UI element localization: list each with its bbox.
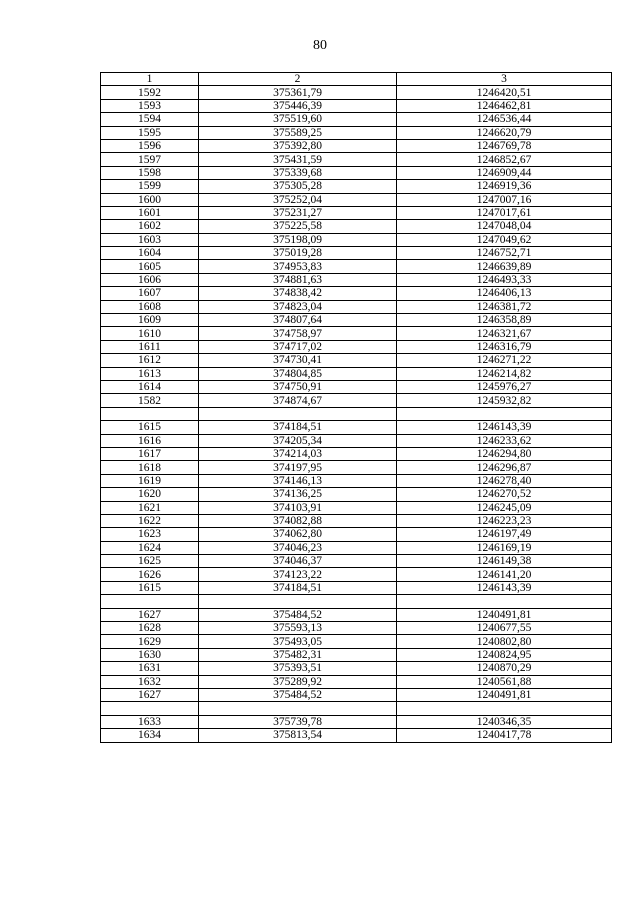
cell-point: 1599 [101,180,199,193]
cell-point: 1619 [101,474,199,487]
cell-x: 374804,85 [199,367,397,380]
cell-y: 1246919,36 [397,180,612,193]
cell-point: 1615 [101,581,199,594]
cell-y: 1245932,82 [397,394,612,407]
cell-y: 1246294,80 [397,447,612,460]
table-row [101,461,612,474]
cell-point: 1628 [101,622,199,635]
cell-point: 1623 [101,528,199,541]
table-row [101,260,612,273]
cell-y: 1246271,22 [397,354,612,367]
cell-y: 1247049,62 [397,233,612,246]
cell-point: 1618 [101,461,199,474]
cell-point: 1629 [101,635,199,648]
cell-point: 1613 [101,367,199,380]
table-row [101,474,612,487]
cell-point: 1582 [101,394,199,407]
cell-point: 1605 [101,260,199,273]
table-row [101,715,612,728]
cell-y: 1246536,44 [397,113,612,126]
cell-x: 375431,59 [199,153,397,166]
cell-point: 1597 [101,153,199,166]
cell-point: 1602 [101,220,199,233]
cell-x: 375482,31 [199,648,397,661]
cell-x: 375231,27 [199,206,397,219]
cell-y: 1246639,89 [397,260,612,273]
cell-point: 1627 [101,688,199,701]
table-row [101,139,612,152]
table-row [101,434,612,447]
table-row [101,729,612,742]
cell-point: 1630 [101,648,199,661]
table-row [101,153,612,166]
cell-x: 375446,39 [199,99,397,112]
cell-x: 375252,04 [199,193,397,206]
cell-y: 1240491,81 [397,608,612,621]
cell-y: 1246143,39 [397,581,612,594]
cell-y: 1246245,09 [397,501,612,514]
table-row [101,662,612,675]
cell-x: 374103,91 [199,501,397,514]
cell-x: 374750,91 [199,380,397,393]
table-row [101,327,612,340]
cell-point: 1634 [101,729,199,742]
cell-y: 1240870,29 [397,662,612,675]
cell-y: 1247007,16 [397,193,612,206]
table-row [101,635,612,648]
cell-x: 375393,51 [199,662,397,675]
cell-y: 1246493,33 [397,273,612,286]
cell-y: 1246169,19 [397,541,612,554]
cell-point: 1614 [101,380,199,393]
cell-y: 1246769,78 [397,139,612,152]
cell-x: 374046,23 [199,541,397,554]
table-row [101,608,612,621]
cell-y: 1247048,04 [397,220,612,233]
cell-point [101,595,199,608]
table-row [101,648,612,661]
cell-point: 1600 [101,193,199,206]
table-row [101,193,612,206]
cell-x: 374146,13 [199,474,397,487]
cell-point: 1608 [101,300,199,313]
cell-x [199,702,397,715]
table-row [101,675,612,688]
cell-y: 1246149,38 [397,555,612,568]
table-row [101,380,612,393]
cell-point: 1624 [101,541,199,554]
cell-point: 1595 [101,126,199,139]
table-row [101,340,612,353]
cell-x: 374062,80 [199,528,397,541]
cell-point: 1621 [101,501,199,514]
cell-x: 374214,03 [199,447,397,460]
table-row [101,514,612,527]
cell-y: 1246278,40 [397,474,612,487]
cell-point: 1612 [101,354,199,367]
cell-x: 374730,41 [199,354,397,367]
cell-point: 1611 [101,340,199,353]
cell-point: 1616 [101,434,199,447]
cell-x: 375339,68 [199,166,397,179]
cell-y: 1247017,61 [397,206,612,219]
cell-y: 1246296,87 [397,461,612,474]
cell-point: 1622 [101,514,199,527]
table-row [101,166,612,179]
cell-x: 374184,51 [199,421,397,434]
cell-x: 374758,97 [199,327,397,340]
cell-point: 1594 [101,113,199,126]
table-row [101,113,612,126]
cell-x: 374123,22 [199,568,397,581]
table-row [101,287,612,300]
cell-point: 1625 [101,555,199,568]
cell-x: 374205,34 [199,434,397,447]
cell-y: 1246620,79 [397,126,612,139]
table-row [101,595,612,608]
cell-y: 1246462,81 [397,99,612,112]
table-row [101,702,612,715]
cell-x: 375289,92 [199,675,397,688]
cell-point: 1598 [101,166,199,179]
cell-point: 1615 [101,421,199,434]
cell-y: 1246233,62 [397,434,612,447]
cell-x: 374717,02 [199,340,397,353]
table-row [101,206,612,219]
cell-y: 1246141,20 [397,568,612,581]
page-number: 80 [313,38,327,53]
table-row [101,541,612,554]
table-row [101,300,612,313]
cell-point: 1609 [101,314,199,327]
cell-y: 1246316,79 [397,340,612,353]
table-row [101,220,612,233]
cell-y: 1245976,27 [397,380,612,393]
cell-x: 375484,52 [199,688,397,701]
cell-x: 375739,78 [199,715,397,728]
cell-point: 1601 [101,206,199,219]
table-row [101,581,612,594]
cell-y: 1246223,23 [397,514,612,527]
cell-point: 1593 [101,99,199,112]
table-row [101,501,612,514]
cell-point: 1596 [101,139,199,152]
cell-point: 1607 [101,287,199,300]
cell-y: 1240677,55 [397,622,612,635]
cell-x [199,595,397,608]
table-row [101,126,612,139]
cell-point: 1626 [101,568,199,581]
table-row [101,314,612,327]
cell-x: 374082,88 [199,514,397,527]
cell-x: 375493,05 [199,635,397,648]
table-row [101,421,612,434]
table-row [101,447,612,460]
cell-y: 1246270,52 [397,488,612,501]
cell-x: 374046,37 [199,555,397,568]
cell-x: 375198,09 [199,233,397,246]
cell-x: 374807,64 [199,314,397,327]
cell-point: 1631 [101,662,199,675]
cell-y: 1240491,81 [397,688,612,701]
header-cell-point: 1 [101,73,199,86]
table-row [101,394,612,407]
cell-x: 375589,25 [199,126,397,139]
table-row [101,555,612,568]
cell-x: 374823,04 [199,300,397,313]
cell-point [101,702,199,715]
cell-point: 1610 [101,327,199,340]
cell-y: 1240346,35 [397,715,612,728]
cell-point: 1632 [101,675,199,688]
cell-x: 374184,51 [199,581,397,594]
cell-point: 1617 [101,447,199,460]
cell-y [397,702,612,715]
cell-x: 375484,52 [199,608,397,621]
cell-point: 1606 [101,273,199,286]
table-row [101,568,612,581]
cell-point: 1620 [101,488,199,501]
cell-point [101,407,199,420]
cell-x: 375392,80 [199,139,397,152]
table-row [101,528,612,541]
cell-y: 1246143,39 [397,421,612,434]
cell-y: 1240802,80 [397,635,612,648]
cell-x: 374197,95 [199,461,397,474]
cell-y: 1246381,72 [397,300,612,313]
coordinates-table-body [101,73,612,743]
table-row [101,488,612,501]
cell-point: 1603 [101,233,199,246]
cell-point: 1592 [101,86,199,99]
cell-y: 1246909,44 [397,166,612,179]
table-row [101,180,612,193]
cell-x: 375305,28 [199,180,397,193]
cell-point: 1633 [101,715,199,728]
cell-y: 1246214,82 [397,367,612,380]
cell-x [199,407,397,420]
cell-y: 1240561,88 [397,675,612,688]
cell-y: 1246420,51 [397,86,612,99]
table-row [101,354,612,367]
cell-point: 1604 [101,247,199,260]
cell-y: 1246406,13 [397,287,612,300]
cell-x: 375019,28 [199,247,397,260]
table-row [101,367,612,380]
table-row [101,273,612,286]
cell-y: 1246358,89 [397,314,612,327]
cell-y: 1240824,95 [397,648,612,661]
header-cell-y: 3 [397,73,612,86]
cell-y: 1240417,78 [397,729,612,742]
cell-y: 1246852,67 [397,153,612,166]
table-row [101,622,612,635]
cell-x: 374838,42 [199,287,397,300]
cell-x: 374136,25 [199,488,397,501]
table-row [101,99,612,112]
cell-y [397,595,612,608]
table-row [101,688,612,701]
cell-y: 1246197,49 [397,528,612,541]
coordinates-table [100,72,612,743]
table-row [101,233,612,246]
cell-y: 1246752,71 [397,247,612,260]
cell-point: 1627 [101,608,199,621]
cell-x: 375225,58 [199,220,397,233]
cell-y: 1246321,67 [397,327,612,340]
table-row [101,86,612,99]
table-header-row [101,73,612,86]
cell-x: 374881,63 [199,273,397,286]
cell-y [397,407,612,420]
cell-x: 375593,13 [199,622,397,635]
cell-x: 374953,83 [199,260,397,273]
cell-x: 374874,67 [199,394,397,407]
cell-x: 375519,60 [199,113,397,126]
table-row [101,247,612,260]
cell-x: 375813,54 [199,729,397,742]
header-cell-x: 2 [199,73,397,86]
cell-x: 375361,79 [199,86,397,99]
table-row [101,407,612,420]
